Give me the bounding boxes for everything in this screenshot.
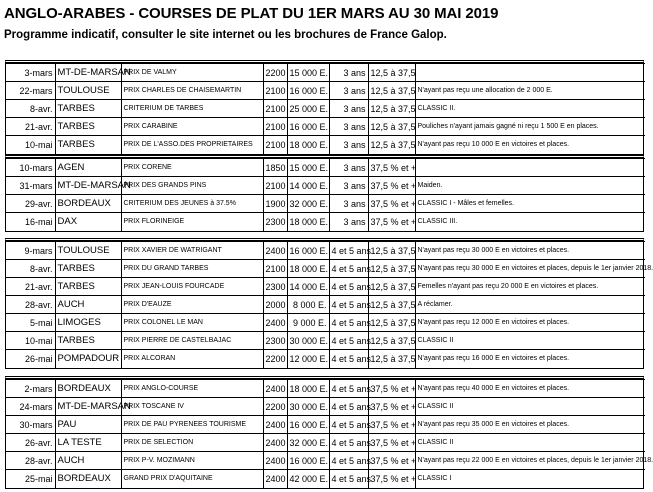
cell-weight: 37,5 % et + bbox=[368, 195, 415, 213]
table-row bbox=[6, 159, 645, 177]
cell-weight: 37,5 % et + bbox=[368, 380, 415, 398]
cell-race: PRIX PIERRE DE CASTELBAJAC bbox=[121, 332, 263, 350]
cell-race: PRIX CORENE bbox=[121, 159, 263, 177]
cell-race: PRIX DE PAU PYRENEES TOURISME bbox=[121, 416, 263, 434]
table-row bbox=[6, 213, 645, 231]
cell-conditions: CLASSIC II bbox=[415, 398, 645, 416]
cell-distance: 2100 bbox=[263, 177, 287, 195]
cell-age: 4 et 5 ans bbox=[329, 278, 368, 296]
cell-prize: 16 000 E. bbox=[287, 82, 329, 100]
table-row bbox=[6, 380, 645, 398]
cell-prize: 25 000 E. bbox=[287, 100, 329, 118]
cell-prize: 8 000 E. bbox=[287, 296, 329, 314]
cell-distance: 1850 bbox=[263, 159, 287, 177]
race-table bbox=[6, 379, 653, 488]
cell-weight: 12,5 à 37,5 bbox=[368, 314, 415, 332]
cell-place: AUCH bbox=[55, 296, 121, 314]
race-group bbox=[5, 238, 653, 369]
cell-race: PRIX XAVIER DE WATRIGANT bbox=[121, 242, 263, 260]
cell-conditions: CLASSIC II bbox=[415, 434, 645, 452]
cell-race: PRIX ALCORAN bbox=[121, 350, 263, 368]
cell-place: TOULOUSE bbox=[55, 242, 121, 260]
race-table bbox=[6, 158, 645, 231]
cell-place: BORDEAUX bbox=[55, 470, 121, 488]
cell-prize: 12 000 E. bbox=[287, 350, 329, 368]
cell-weight: 12,5 à 37,5 bbox=[368, 278, 415, 296]
cell-distance: 2100 bbox=[263, 82, 287, 100]
cell-conditions: N'ayant pas reçu 10 000 E en victoires et places. bbox=[415, 136, 645, 154]
cell-date: 26-mai bbox=[6, 350, 55, 368]
table-row bbox=[6, 242, 645, 260]
cell-distance: 2200 bbox=[263, 350, 287, 368]
table-row bbox=[6, 260, 645, 278]
cell-conditions: Femelles n'ayant pas reçu 20 000 E en victoires et places. bbox=[415, 278, 645, 296]
cell-date: 26-avr. bbox=[6, 434, 55, 452]
cell-conditions: A réclamer. bbox=[415, 296, 645, 314]
cell-date: 31-mars bbox=[6, 177, 55, 195]
cell-prize: 18 000 E. bbox=[287, 136, 329, 154]
cell-prize: 15 000 E. bbox=[287, 64, 329, 82]
cell-place: TARBES bbox=[55, 100, 121, 118]
cell-prize: 16 000 E. bbox=[287, 452, 329, 470]
cell-distance: 2400 bbox=[263, 452, 287, 470]
table-row bbox=[6, 118, 645, 136]
cell-weight: 12,5 à 37,5 bbox=[368, 136, 415, 154]
cell-distance: 2300 bbox=[263, 332, 287, 350]
cell-conditions: CLASSIC II bbox=[415, 332, 645, 350]
cell-age: 4 et 5 ans bbox=[329, 332, 368, 350]
cell-weight: 12,5 à 37,5 bbox=[368, 242, 415, 260]
table-row bbox=[6, 416, 645, 434]
cell-prize: 16 000 E. bbox=[287, 242, 329, 260]
cell-distance: 1900 bbox=[263, 195, 287, 213]
cell-conditions: CLASSIC I - Mâles et femelles. bbox=[415, 195, 645, 213]
cell-date: 22-mars bbox=[6, 82, 55, 100]
cell-race: PRIX CHARLES DE CHAISEMARTIN bbox=[121, 82, 263, 100]
cell-age: 3 ans bbox=[329, 136, 368, 154]
cell-prize: 18 000 E. bbox=[287, 380, 329, 398]
cell-weight: 12,5 à 37,5 bbox=[368, 118, 415, 136]
cell-prize: 16 000 E. bbox=[287, 118, 329, 136]
page-title: ANGLO-ARABES - COURSES DE PLAT DU 1ER MARS AU 30 MAI 2019 bbox=[4, 5, 499, 22]
cell-race: CRITERIUM DES JEUNES à 37.5% bbox=[121, 195, 263, 213]
cell-distance: 2400 bbox=[263, 314, 287, 332]
table-row bbox=[6, 434, 645, 452]
cell-age: 4 et 5 ans bbox=[329, 314, 368, 332]
cell-place: LA TESTE bbox=[55, 434, 121, 452]
cell-prize: 32 000 E. bbox=[287, 434, 329, 452]
cell-race: PRIX DE SELECTION bbox=[121, 434, 263, 452]
table-row bbox=[6, 452, 645, 470]
cell-age: 3 ans bbox=[329, 195, 368, 213]
cell-conditions: N'ayant pas reçu 30 000 E en victoires et places, depuis le 1er janvier 2018. bbox=[415, 260, 645, 278]
cell-age: 3 ans bbox=[329, 118, 368, 136]
race-table bbox=[6, 241, 653, 368]
cell-race: PRIX TOSCANE IV bbox=[121, 398, 263, 416]
cell-weight: 12,5 à 37,5 bbox=[368, 296, 415, 314]
cell-place: TARBES bbox=[55, 278, 121, 296]
cell-conditions: N'ayant pas reçu 22 000 E en victoires et places, depuis le 1er janvier 2018. bbox=[415, 452, 645, 470]
race-group bbox=[5, 60, 644, 155]
cell-conditions: N'ayant pas reçu une allocation de 2 000 E. bbox=[415, 82, 645, 100]
race-table bbox=[6, 63, 645, 154]
cell-age: 3 ans bbox=[329, 213, 368, 231]
cell-date: 3-mars bbox=[6, 64, 55, 82]
cell-weight: 12,5 à 37,5 bbox=[368, 332, 415, 350]
cell-date: 21-avr. bbox=[6, 118, 55, 136]
cell-weight: 12,5 à 37,5 bbox=[368, 100, 415, 118]
cell-weight: 37,5 % et + bbox=[368, 177, 415, 195]
cell-distance: 2300 bbox=[263, 278, 287, 296]
table-row bbox=[6, 470, 645, 488]
cell-race: PRIX COLONEL LE MAN bbox=[121, 314, 263, 332]
cell-prize: 30 000 E. bbox=[287, 398, 329, 416]
cell-date: 5-mai bbox=[6, 314, 55, 332]
cell-age: 4 et 5 ans bbox=[329, 434, 368, 452]
table-row bbox=[6, 82, 645, 100]
cell-weight: 37,5 % et + bbox=[368, 416, 415, 434]
cell-race: CRITERIUM DE TARBES bbox=[121, 100, 263, 118]
cell-distance: 2100 bbox=[263, 260, 287, 278]
table-row bbox=[6, 296, 645, 314]
cell-date: 30-mars bbox=[6, 416, 55, 434]
cell-conditions: Pouliches n'ayant jamais gagné ni reçu 1 500 E en places. bbox=[415, 118, 645, 136]
cell-race: PRIX DE L'ASSO.DES PROPRIETAIRES bbox=[121, 136, 263, 154]
page-subtitle: Programme indicatif, consulter le site internet ou les brochures de France Galop. bbox=[4, 29, 447, 41]
cell-place: TARBES bbox=[55, 332, 121, 350]
cell-weight: 37,5 % et + bbox=[368, 159, 415, 177]
cell-date: 28-avr. bbox=[6, 296, 55, 314]
cell-age: 4 et 5 ans bbox=[329, 380, 368, 398]
cell-prize: 32 000 E. bbox=[287, 195, 329, 213]
cell-weight: 12,5 à 37,5 bbox=[368, 82, 415, 100]
cell-prize: 14 000 E. bbox=[287, 278, 329, 296]
table-row bbox=[6, 177, 645, 195]
cell-age: 3 ans bbox=[329, 177, 368, 195]
table-row bbox=[6, 64, 645, 82]
cell-date: 10-mars bbox=[6, 159, 55, 177]
cell-distance: 2200 bbox=[263, 64, 287, 82]
cell-date: 24-mars bbox=[6, 398, 55, 416]
cell-distance: 2400 bbox=[263, 470, 287, 488]
cell-conditions: CLASSIC II. bbox=[415, 100, 645, 118]
cell-prize: 30 000 E. bbox=[287, 332, 329, 350]
cell-place: PAU bbox=[55, 416, 121, 434]
cell-race: PRIX JEAN-LOUIS FOURCADE bbox=[121, 278, 263, 296]
cell-weight: 37,5 % et + bbox=[368, 213, 415, 231]
cell-race: PRIX FLORINEIGE bbox=[121, 213, 263, 231]
cell-age: 4 et 5 ans bbox=[329, 260, 368, 278]
cell-distance: 2400 bbox=[263, 380, 287, 398]
race-group bbox=[5, 155, 644, 232]
cell-distance: 2000 bbox=[263, 296, 287, 314]
cell-race: GRAND PRIX D'AQUITAINE bbox=[121, 470, 263, 488]
cell-weight: 12,5 à 37,5 bbox=[368, 350, 415, 368]
cell-date: 29-avr. bbox=[6, 195, 55, 213]
cell-prize: 16 000 E. bbox=[287, 416, 329, 434]
table-row bbox=[6, 314, 645, 332]
cell-conditions: CLASSIC III. bbox=[415, 213, 645, 231]
cell-date: 16-mai bbox=[6, 213, 55, 231]
table-row bbox=[6, 350, 645, 368]
cell-distance: 2100 bbox=[263, 136, 287, 154]
cell-date: 21-avr. bbox=[6, 278, 55, 296]
cell-race: PRIX DES GRANDS PINS bbox=[121, 177, 263, 195]
cell-race: PRIX DE VALMY bbox=[121, 64, 263, 82]
table-row bbox=[6, 100, 645, 118]
cell-conditions bbox=[415, 64, 645, 82]
table-row bbox=[6, 398, 645, 416]
cell-age: 4 et 5 ans bbox=[329, 398, 368, 416]
cell-age: 3 ans bbox=[329, 159, 368, 177]
cell-place: MT-DE-MARSAN bbox=[55, 64, 121, 82]
cell-date: 8-avr. bbox=[6, 100, 55, 118]
cell-age: 4 et 5 ans bbox=[329, 350, 368, 368]
table-row bbox=[6, 278, 645, 296]
cell-place: TOULOUSE bbox=[55, 82, 121, 100]
cell-distance: 2400 bbox=[263, 416, 287, 434]
cell-prize: 14 000 E. bbox=[287, 177, 329, 195]
cell-weight: 37,5 % et + bbox=[368, 470, 415, 488]
cell-race: PRIX DU GRAND TARBES bbox=[121, 260, 263, 278]
cell-conditions: N'ayant pas reçu 40 000 E en victoires et places. bbox=[415, 380, 645, 398]
cell-distance: 2200 bbox=[263, 398, 287, 416]
cell-date: 10-mai bbox=[6, 332, 55, 350]
cell-weight: 37,5 % et + bbox=[368, 452, 415, 470]
cell-conditions: N'ayant pas reçu 35 000 E en victoires et places. bbox=[415, 416, 645, 434]
cell-race: PRIX P-V. MOZIMANN bbox=[121, 452, 263, 470]
table-row bbox=[6, 195, 645, 213]
cell-place: TARBES bbox=[55, 136, 121, 154]
cell-distance: 2100 bbox=[263, 100, 287, 118]
cell-date: 8-avr. bbox=[6, 260, 55, 278]
cell-conditions: CLASSIC I bbox=[415, 470, 645, 488]
cell-age: 4 et 5 ans bbox=[329, 416, 368, 434]
cell-weight: 12,5 à 37,5 bbox=[368, 64, 415, 82]
cell-race: PRIX ANGLO-COURSE bbox=[121, 380, 263, 398]
cell-place: BORDEAUX bbox=[55, 195, 121, 213]
cell-place: MT-DE-MARSAN bbox=[55, 398, 121, 416]
cell-prize: 18 000 E. bbox=[287, 213, 329, 231]
cell-date: 25-mai bbox=[6, 470, 55, 488]
cell-date: 9-mars bbox=[6, 242, 55, 260]
cell-age: 4 et 5 ans bbox=[329, 242, 368, 260]
cell-age: 3 ans bbox=[329, 100, 368, 118]
cell-place: TARBES bbox=[55, 260, 121, 278]
cell-distance: 2400 bbox=[263, 434, 287, 452]
cell-distance: 2400 bbox=[263, 242, 287, 260]
cell-age: 4 et 5 ans bbox=[329, 452, 368, 470]
cell-race: PRIX D'EAUZE bbox=[121, 296, 263, 314]
cell-place: MT-DE-MARSAN bbox=[55, 177, 121, 195]
cell-place: DAX bbox=[55, 213, 121, 231]
cell-weight: 37,5 % et + bbox=[368, 398, 415, 416]
cell-conditions: N'ayant pas reçu 12 000 E en victoires et places. bbox=[415, 314, 645, 332]
cell-race: PRIX CARABINE bbox=[121, 118, 263, 136]
table-row bbox=[6, 136, 645, 154]
race-group bbox=[5, 376, 653, 489]
cell-place: POMPADOUR bbox=[55, 350, 121, 368]
cell-date: 28-avr. bbox=[6, 452, 55, 470]
cell-place: AUCH bbox=[55, 452, 121, 470]
cell-prize: 42 000 E. bbox=[287, 470, 329, 488]
cell-place: AGEN bbox=[55, 159, 121, 177]
cell-conditions: N'ayant pas reçu 16 000 E en victoires et places. bbox=[415, 350, 645, 368]
cell-weight: 12,5 à 37,5 bbox=[368, 260, 415, 278]
cell-place: BORDEAUX bbox=[55, 380, 121, 398]
cell-age: 3 ans bbox=[329, 82, 368, 100]
cell-place: LIMOGES bbox=[55, 314, 121, 332]
cell-age: 4 et 5 ans bbox=[329, 470, 368, 488]
cell-prize: 15 000 E. bbox=[287, 159, 329, 177]
cell-date: 2-mars bbox=[6, 380, 55, 398]
cell-distance: 2100 bbox=[263, 118, 287, 136]
cell-weight: 37,5 % et + bbox=[368, 434, 415, 452]
cell-distance: 2300 bbox=[263, 213, 287, 231]
cell-prize: 9 000 E. bbox=[287, 314, 329, 332]
cell-conditions: N'ayant pas reçu 30 000 E en victoires et places. bbox=[415, 242, 645, 260]
cell-date: 10-mai bbox=[6, 136, 55, 154]
cell-age: 3 ans bbox=[329, 64, 368, 82]
cell-conditions bbox=[415, 159, 645, 177]
table-row bbox=[6, 332, 645, 350]
cell-prize: 18 000 E. bbox=[287, 260, 329, 278]
cell-age: 4 et 5 ans bbox=[329, 296, 368, 314]
cell-place: TARBES bbox=[55, 118, 121, 136]
cell-conditions: Maiden. bbox=[415, 177, 645, 195]
